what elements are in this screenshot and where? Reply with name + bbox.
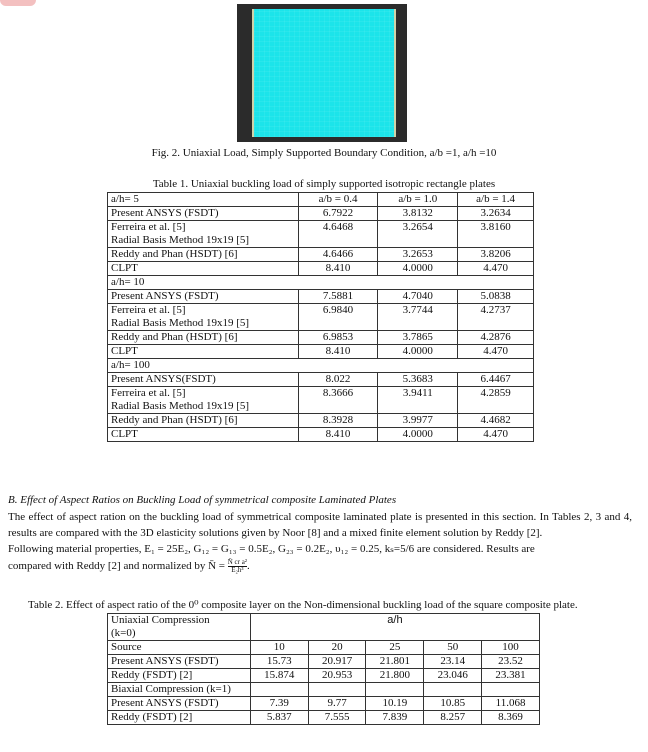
table1-value: 4.470 [458, 428, 534, 442]
table1-value: 8.410 [298, 345, 378, 359]
table2-ah-value: 100 [482, 641, 540, 655]
table1-source-cell [108, 373, 299, 387]
table2-value: 21.800 [366, 669, 424, 683]
table1-source-line2: Radial Basis Method 19x19 [5] [111, 317, 250, 329]
table1-group-label: a/h= 100 [108, 359, 534, 373]
table1-row [108, 345, 534, 359]
table1-row [108, 207, 534, 221]
table2-uniaxial-label [108, 614, 251, 641]
table1-source-cell [108, 428, 299, 442]
table1-value: 5.3683 [378, 373, 458, 387]
table1-source: Reddy and Phan (HSDT) [6] [111, 414, 238, 426]
table1-row [108, 290, 534, 304]
table1-value: 4.6466 [298, 248, 378, 262]
table1-source: Present ANSYS(FSDT) [111, 373, 216, 385]
table2-value: 23.52 [482, 655, 540, 669]
section-paragraph-2: Following material properties, E₁ = 25E₂, G₁₂ = G₁₃ = 0.5E₂, G₂₃ = 0.2E₂, υ₁₂ = 0.25, kₛ=5/6 are considered. Results are [8, 543, 535, 555]
table2-title: Table 2. Effect of aspect ratio of the 0⁰ composite layer on the Non-dimensional buckling load of the square composite plate. [28, 599, 578, 611]
table2-biaxial-label: Biaxial Compression (k=1) [108, 683, 251, 697]
table2-value: 7.39 [250, 697, 308, 711]
table1-value: 7.5881 [298, 290, 378, 304]
table2-empty-cell [366, 683, 424, 697]
table1-source-cell [108, 262, 299, 276]
section-heading: B. Effect of Aspect Ratios on Buckling Load of symmetrical composite Laminated Plates [8, 494, 397, 506]
table2-uniaxial-k: (k=0) [111, 627, 136, 639]
table2-ah-value: 50 [424, 641, 482, 655]
normalization-lhs: N̄ = [208, 560, 225, 572]
table2-value: 8.369 [482, 711, 540, 725]
table2 [107, 613, 540, 725]
table2-value: 15.874 [250, 669, 308, 683]
table1-value: 4.470 [458, 262, 534, 276]
table1-header-cell: a/b = 1.0 [378, 193, 458, 207]
table1-group-row [108, 359, 534, 373]
table2-value: 7.555 [308, 711, 366, 725]
normalization-end: . [246, 560, 250, 572]
table1-value: 4.0000 [378, 262, 458, 276]
table1-value: 3.8160 [458, 221, 534, 248]
table1-value: 3.9977 [378, 414, 458, 428]
table2-empty-cell [482, 683, 540, 697]
table1-source: Present ANSYS (FSDT) [111, 207, 219, 219]
table2-value: 8.257 [424, 711, 482, 725]
figure-caption: Fig. 2. Uniaxial Load, Simply Supported Boundary Condition, a/b =1, a/h =10 [151, 147, 497, 159]
table1-value: 8.410 [298, 262, 378, 276]
table1-value: 4.470 [458, 345, 534, 359]
plate-mesh [252, 9, 396, 137]
figure-plate-image [237, 4, 407, 142]
table1-source: CLPT [111, 345, 138, 357]
table1-group-label: a/h= 10 [108, 276, 534, 290]
table2-value: 21.801 [366, 655, 424, 669]
table1-value: 3.7744 [378, 304, 458, 331]
table1-source: Reddy and Phan (HSDT) [6] [111, 248, 238, 260]
table2-value: 15.73 [250, 655, 308, 669]
table2-ah-label: a/h [250, 614, 539, 641]
table1-group-row [108, 276, 534, 290]
table2-source: Present ANSYS (FSDT) [108, 655, 251, 669]
table1 [107, 192, 534, 442]
table1-value: 4.4682 [458, 414, 534, 428]
table2-value: 11.068 [482, 697, 540, 711]
table2-uniaxial-title: Uniaxial Compression [111, 614, 210, 626]
table2-source: Present ANSYS (FSDT) [108, 697, 251, 711]
table1-value: 8.022 [298, 373, 378, 387]
table2-biaxial-row [108, 683, 540, 697]
section-paragraph-1: The effect of aspect ration on the buckling load of symmetrical composite laminated plate is presented in this section. In Tables 2, 3 and 4, results are compared with the 3D elasticity solutions given by Noor [8] and a mixed finite element solution by Reddy [2]. [8, 511, 632, 539]
table1-value: 3.9411 [378, 387, 458, 414]
table1-value: 4.0000 [378, 345, 458, 359]
table1-value: 8.3666 [298, 387, 378, 414]
table1-row [108, 373, 534, 387]
section-paragraph-3 [8, 558, 632, 574]
table2-source: Reddy (FSDT) [2] [108, 711, 251, 725]
table2-source-row [108, 641, 540, 655]
table2-row [108, 697, 540, 711]
table2-value: 23.381 [482, 669, 540, 683]
table1-source-cell [108, 290, 299, 304]
table1-value: 4.0000 [378, 428, 458, 442]
normalization-numerator: N̄ cr a² [227, 557, 247, 566]
table1-value: 4.2859 [458, 387, 534, 414]
table2-source-label: Source [108, 641, 251, 655]
table1-source-line2: Radial Basis Method 19x19 [5] [111, 400, 250, 412]
table1-source: Reddy and Phan (HSDT) [6] [111, 331, 238, 343]
table1-source: Ferreira et al. [5] [111, 221, 186, 233]
table1-source-cell [108, 387, 299, 414]
table1-value: 6.9853 [298, 331, 378, 345]
table1-source-cell [108, 345, 299, 359]
table2-value: 23.046 [424, 669, 482, 683]
table1-row [108, 428, 534, 442]
table2-empty-cell [308, 683, 366, 697]
table2-value: 9.77 [308, 697, 366, 711]
table1-value: 3.8132 [378, 207, 458, 221]
normalization-text: compared with Reddy [2] and normalized by [8, 560, 206, 572]
table1-source: Present ANSYS (FSDT) [111, 290, 219, 302]
table1-source-cell [108, 248, 299, 262]
normalization-fraction [228, 559, 247, 574]
table1-source-cell [108, 331, 299, 345]
table1-source-cell [108, 414, 299, 428]
table1-source: CLPT [111, 262, 138, 274]
table1-value: 3.2654 [378, 221, 458, 248]
table1-source: Ferreira et al. [5] [111, 387, 186, 399]
table2-row [108, 669, 540, 683]
table1-row [108, 262, 534, 276]
table2-ah-value: 25 [366, 641, 424, 655]
table1-row [108, 414, 534, 428]
table1-header-cell: a/b = 1.4 [458, 193, 534, 207]
table1-row [108, 331, 534, 345]
table2-value: 20.953 [308, 669, 366, 683]
table1-header-cell: a/b = 0.4 [298, 193, 378, 207]
table1-value: 8.3928 [298, 414, 378, 428]
table1-value: 4.2876 [458, 331, 534, 345]
table1-value: 6.9840 [298, 304, 378, 331]
table1-row [108, 387, 534, 414]
table2-value: 10.19 [366, 697, 424, 711]
table1-value: 3.2653 [378, 248, 458, 262]
table1-source-cell [108, 221, 299, 248]
table1-value: 4.6468 [298, 221, 378, 248]
table1-source: Ferreira et al. [5] [111, 304, 186, 316]
table1-source: CLPT [111, 428, 138, 440]
table1-header-row [108, 193, 534, 207]
table1-source-cell [108, 207, 299, 221]
table2-row [108, 711, 540, 725]
table1-value: 5.0838 [458, 290, 534, 304]
table2-source: Reddy (FSDT) [2] [108, 669, 251, 683]
table1-value: 8.410 [298, 428, 378, 442]
table1-value: 4.7040 [378, 290, 458, 304]
table1-value: 4.2737 [458, 304, 534, 331]
table1-value: 6.4467 [458, 373, 534, 387]
table1-header-cell: a/h= 5 [108, 193, 299, 207]
table1-value: 6.7922 [298, 207, 378, 221]
table2-value: 7.839 [366, 711, 424, 725]
table1-row [108, 248, 534, 262]
table2-ah-value: 20 [308, 641, 366, 655]
table2-empty-cell [424, 683, 482, 697]
table1-source-line2: Radial Basis Method 19x19 [5] [111, 234, 250, 246]
table1-row [108, 221, 534, 248]
table1-value: 3.8206 [458, 248, 534, 262]
table2-row [108, 655, 540, 669]
table1-source-cell [108, 304, 299, 331]
table1-value: 3.2634 [458, 207, 534, 221]
table2-ah-value: 10 [250, 641, 308, 655]
table2-value: 20.917 [308, 655, 366, 669]
table2-value: 10.85 [424, 697, 482, 711]
table2-value: 5.837 [250, 711, 308, 725]
table2-value: 23.14 [424, 655, 482, 669]
table2-empty-cell [250, 683, 308, 697]
normalization-denominator: E₂h³ [231, 565, 244, 574]
publisher-logo [0, 0, 36, 6]
table1-value: 3.7865 [378, 331, 458, 345]
table1-row [108, 304, 534, 331]
table1-title: Table 1. Uniaxial buckling load of simply supported isotropic rectangle plates [152, 178, 496, 190]
